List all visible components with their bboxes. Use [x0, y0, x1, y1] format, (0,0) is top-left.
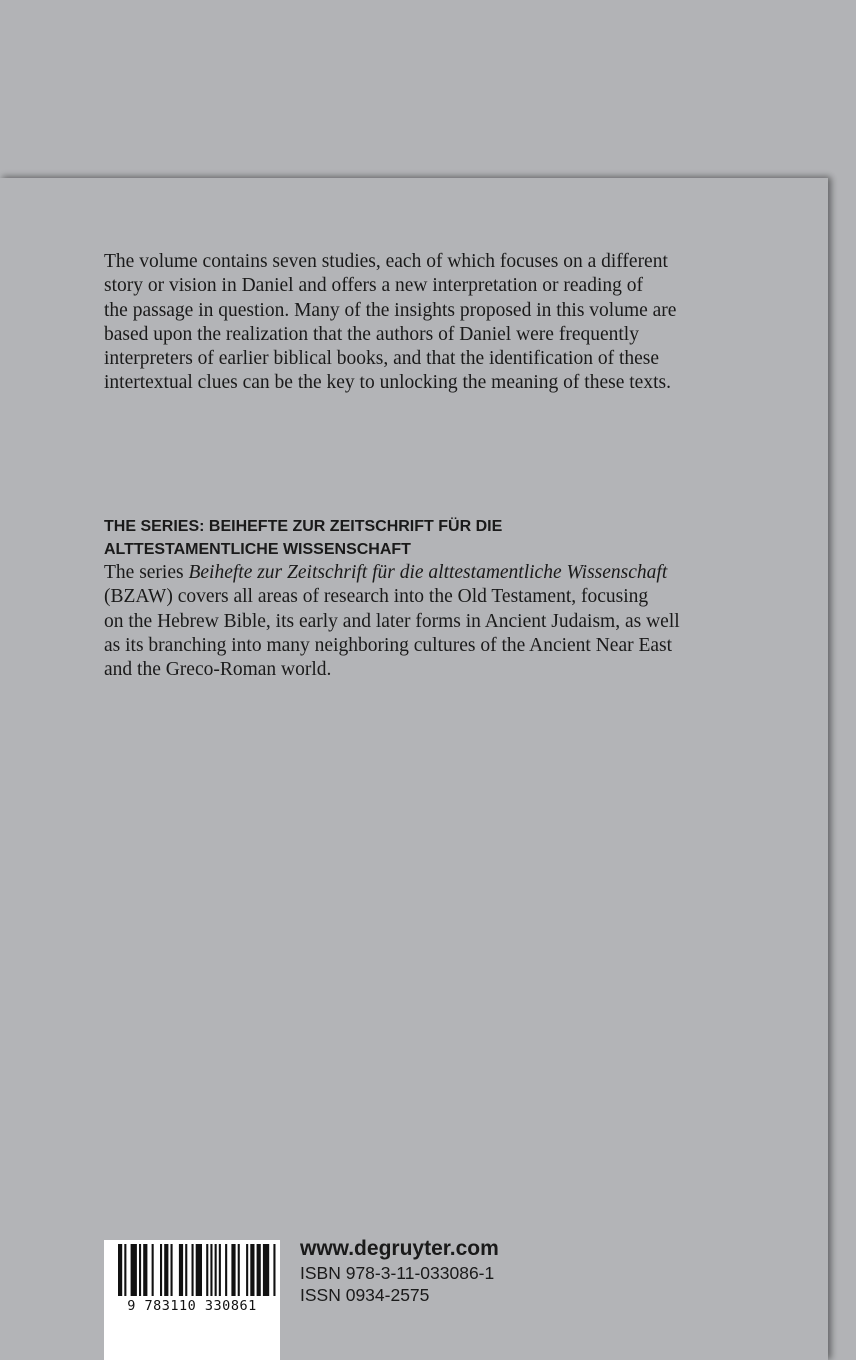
barcode-bar	[231, 1244, 235, 1296]
publisher-website: www.degruyter.com	[300, 1237, 499, 1260]
publisher-info	[300, 1236, 499, 1306]
barcode-bar	[250, 1244, 254, 1296]
series-heading	[104, 515, 502, 561]
series-heading-line: ALTTESTAMENTLICHE WISSENSCHAFT	[104, 541, 411, 558]
barcode-bar	[152, 1244, 154, 1296]
barcode-bar	[164, 1244, 168, 1296]
description-line: story or vision in Daniel and offers a new interpretation or reading of	[104, 275, 643, 297]
series-heading-line: THE SERIES: BEIHEFTE ZUR ZEITSCHRIFT FÜR DIE	[104, 518, 503, 535]
barcode-bar	[246, 1244, 248, 1296]
barcode-bar	[257, 1244, 261, 1296]
issn-number: ISSN 0934-2575	[300, 1285, 430, 1305]
barcode-bar	[225, 1244, 227, 1296]
barcode-bar	[206, 1244, 208, 1296]
series-intro: The series	[104, 562, 189, 583]
barcode-bar	[192, 1244, 194, 1296]
book-description	[104, 250, 754, 396]
barcode-bar	[160, 1244, 162, 1296]
barcode-bar	[238, 1244, 240, 1296]
barcode-bar	[124, 1244, 126, 1296]
barcode-bar	[273, 1244, 275, 1296]
series-description-line: as its branching into many neighboring cultures of the Ancient Near East	[104, 634, 673, 656]
barcode-bar	[118, 1244, 122, 1296]
barcode-bar	[143, 1244, 147, 1296]
barcode-bar	[139, 1244, 141, 1296]
description-line: interpreters of earlier biblical books, and that the identification of these	[104, 348, 660, 370]
series-description	[104, 561, 754, 682]
barcode-bar	[219, 1244, 221, 1296]
description-line: the passage in question. Many of the insights proposed in this volume are	[104, 299, 677, 321]
series-description-line: and the Greco-Roman world.	[104, 659, 332, 681]
series-title: Beihefte zur Zeitschrift für die alttestamentliche Wissenschaft	[188, 562, 668, 583]
barcode-bar	[131, 1244, 137, 1296]
back-cover	[0, 178, 828, 1360]
barcode-bar	[185, 1244, 187, 1296]
isbn-number: ISBN 978-3-11-033086-1	[300, 1263, 495, 1283]
series-description-line: (BZAW) covers all areas of research into the Old Testament, focusing	[104, 586, 649, 608]
barcode-bar	[196, 1244, 202, 1296]
series-description-line: on the Hebrew Bible, its early and later forms in Ancient Judaism, as well	[104, 610, 680, 632]
barcode-bar	[179, 1244, 183, 1296]
barcode-bar	[215, 1244, 217, 1296]
description-line: The volume contains seven studies, each of which focuses on a different	[104, 251, 668, 272]
description-line: intertextual clues can be the key to unlocking the meaning of these texts.	[104, 372, 671, 394]
barcode-bar	[171, 1244, 173, 1296]
isbn-barcode	[104, 1240, 280, 1360]
barcode-bar	[210, 1244, 212, 1296]
description-line: based upon the realization that the authors of Daniel were frequently	[104, 323, 639, 345]
barcode-bar	[263, 1244, 269, 1296]
barcode-digits: 9 783110 330861	[127, 1298, 257, 1314]
series-description-line	[104, 561, 754, 585]
